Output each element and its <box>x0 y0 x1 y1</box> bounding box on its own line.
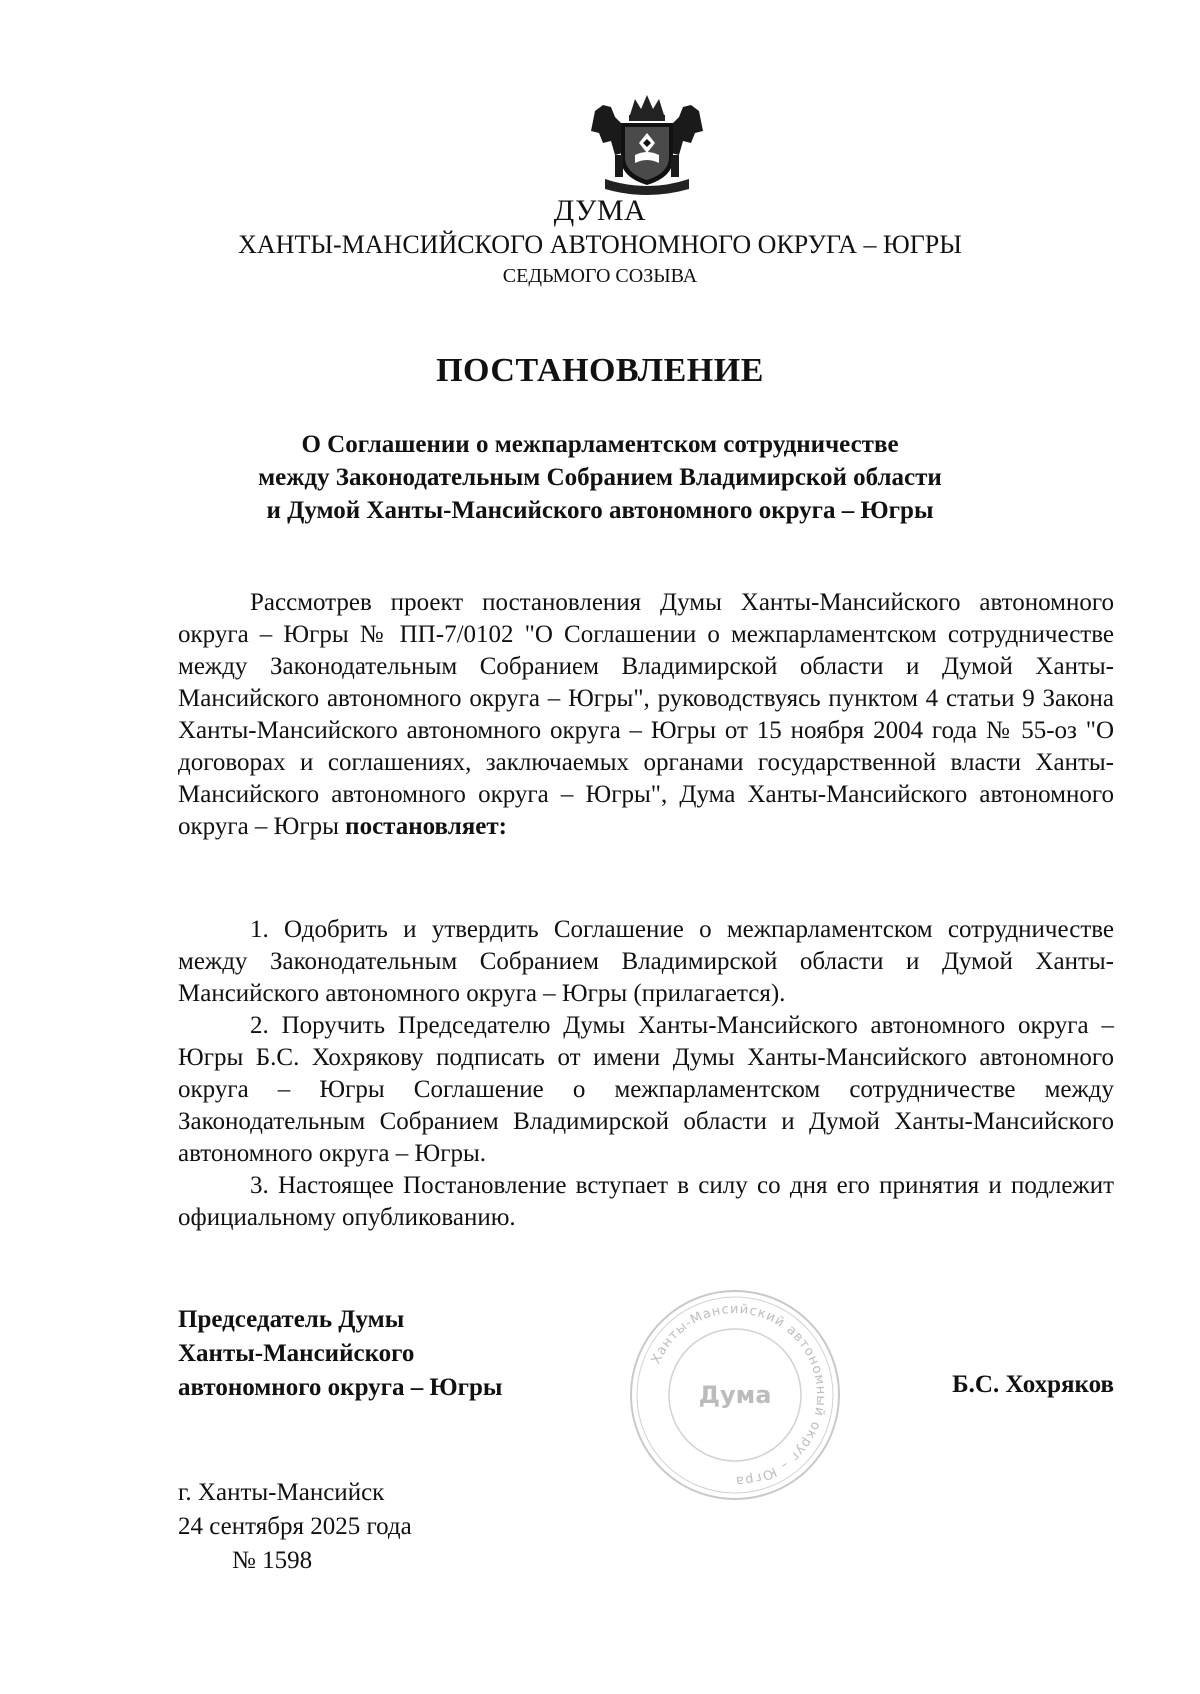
signatory-name: Б.С. Хохряков <box>952 1371 1114 1398</box>
svg-text:Ханты-Мансийский автономный ок: Ханты-Мансийский автономный округ – Югра <box>648 1301 829 1489</box>
signatory-position <box>178 1303 502 1405</box>
decree-items <box>178 914 1114 1234</box>
preamble-text: Рассмотрев проект постановления Думы Ханты-Мансийского автономного округа – Югры № ПП-7/0102 "О Соглашении о межпарламентском сотрудничестве между Законодательным Собранием Владимирской области и Думой Ханты-Мансийского автономного округа – Югры", руководствуясь пунктом 4 статьи 9 Закона Ханты-Мансийского автономного округа – Югры от 15 ноября 2004 года № 55-оз "О договорах и соглашениях, заключаемых органами государственной власти Ханты-Мансийского автономного округа – Югры", Дума Ханты-Мансийского автономного округа – Югры <box>178 589 1114 840</box>
decree-item: 1. Одобрить и утвердить Соглашение о межпарламентском сотрудничестве между Законодательным Собранием Владимирской области и Думой Ханты-Мансийского автономного округа – Югры (прилагается). <box>178 916 1114 1007</box>
region-title: ХАНТЫ-МАНСИЙСКОГО АВТОНОМНОГО ОКРУГА – ЮГРЫ <box>238 230 962 259</box>
preamble-paragraph <box>178 587 1114 843</box>
document-type-title: ПОСТАНОВЛЕНИЕ <box>436 352 764 389</box>
document-number: № 1598 <box>232 1547 313 1574</box>
subject-line: О Соглашении о межпарламентском сотрудничестве <box>301 431 899 458</box>
signatory-position-line: Ханты-Мансийского <box>178 1340 415 1367</box>
subject-line: и Думой Ханты-Мансийского автономного округа – Югры <box>266 497 934 524</box>
svg-text:Дума: Дума <box>698 1381 772 1409</box>
convocation-title: СЕДЬМОГО СОЗЫВА <box>502 265 698 287</box>
khmao-coat-of-arms-icon <box>585 93 709 201</box>
subject-line: между Законодательным Собранием Владимирской области <box>258 464 942 491</box>
signatory-position-line: автономного округа – Югры <box>178 1374 503 1401</box>
official-seal-stamp <box>625 1285 845 1505</box>
city: г. Ханты-Мансийск <box>178 1479 385 1506</box>
institution-title: ДУМА <box>553 194 647 227</box>
date: 24 сентября 2025 года <box>178 1513 412 1540</box>
signatory-position-line: Председатель Думы <box>178 1306 405 1333</box>
decree-item: 3. Настоящее Постановление вступает в силу со дня его принятия и подлежит официальному опубликованию. <box>178 1172 1114 1231</box>
decree-word: постановляет: <box>345 813 507 840</box>
place-date-number <box>178 1476 412 1578</box>
decree-item: 2. Поручить Председателю Думы Ханты-Мансийского автономного округа – Югры Б.С. Хохрякову подписать от имени Думы Ханты-Мансийского автономного округа – Югры Соглашение о межпарламентском сотрудничестве между Законодательным Собранием Владимирской области и Думой Ханты-Мансийского автономного округа – Югры. <box>178 1012 1114 1167</box>
document-subject <box>0 428 1200 527</box>
